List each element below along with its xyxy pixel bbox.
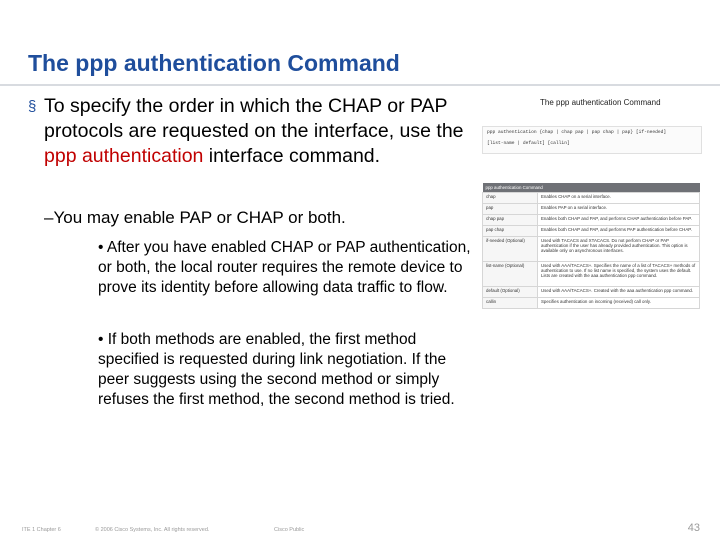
footer-classification: Cisco Public (274, 527, 305, 533)
table-row (483, 262, 700, 287)
desc-cell: Enables both CHAP and PAP, and performs CHAP authentication before PAP. (538, 215, 700, 226)
sub-bullet-enable: –You may enable PAP or CHAP or both. (44, 208, 346, 227)
desc-cell: Enables PAP on a serial interface. (538, 204, 700, 215)
param-cell: default (Optional) (483, 287, 538, 298)
param-cell: pap (483, 204, 538, 215)
param-cell: callin (483, 298, 538, 309)
desc-cell: Used with AAA/TACACS+. Specifies the name of a list of TACACS+ methods of authentication to use. If no list name is specified, the system uses the default. Lists are created with the aaa authentication ppp command. (538, 262, 700, 287)
bullet-main-text (44, 94, 468, 169)
syntax-line: ppp authentication {chap | chap pap | pap chap | pap} [if-needed] (487, 130, 667, 135)
desc-cell: Used with AAA/TACACS+. Created with the aaa authentication ppp command. (538, 287, 700, 298)
bullet-main (28, 94, 468, 169)
desc-cell: Enables CHAP on a serial interface. (538, 193, 700, 204)
desc-cell: Enables both CHAP and PAP, and performs PAP authentication before CHAP. (538, 226, 700, 237)
table-row (483, 226, 700, 237)
sub-bullet-negotiation: • If both methods are enabled, the first method specified is requested during link negotiation. If the peer suggests using the second method or simply refuses the first method, the second method is tried. (98, 331, 455, 408)
command-highlight: ppp authentication (44, 145, 204, 167)
footer-copyright: © 2006 Cisco Systems, Inc. All rights reserved. (95, 527, 210, 533)
table-row (483, 193, 700, 204)
table-row (483, 215, 700, 226)
bullet-main-text-start: To specify the order in which the CHAP or PAP protocols are requested on the interface, use the (44, 95, 464, 142)
page-number: 43 (687, 522, 700, 534)
slide-title: The ppp authentication Command (28, 50, 400, 76)
syntax-line: [list-name | default] [callin] (487, 141, 570, 146)
desc-cell: Used with TACACS and XTACACS. Do not perform CHAP or PAP authentication if the user has already provided authentication. This option is available only on asynchronous interfaces. (538, 237, 700, 262)
desc-cell: Specifies authentication on incoming (received) call only. (538, 298, 700, 309)
param-cell: list-name (Optional) (483, 262, 538, 287)
bullet-main-text-end: interface command. (203, 145, 381, 167)
table-row (483, 237, 700, 262)
table-row (483, 298, 700, 309)
title-divider (0, 84, 720, 86)
param-cell: chap pap (483, 215, 538, 226)
table-row (483, 204, 700, 215)
parameter-table (482, 183, 700, 309)
footer-course: ITE 1 Chapter 6 (22, 527, 61, 533)
table-header: ppp authentication Command (483, 183, 700, 193)
table-row (483, 287, 700, 298)
command-figure (478, 92, 706, 324)
sub-bullet-identity: • After you have enabled CHAP or PAP authentication, or both, the local router requires the remote device to prove its identity before allowing data traffic to flow. (98, 239, 471, 296)
bullet-marker: § (28, 98, 37, 115)
param-cell: pap chap (483, 226, 538, 237)
top-bar (0, 0, 720, 34)
figure-title: The ppp authentication Command (540, 98, 661, 107)
param-cell: chap (483, 193, 538, 204)
param-cell: if-needed (Optional) (483, 237, 538, 262)
syntax-box (482, 126, 702, 154)
